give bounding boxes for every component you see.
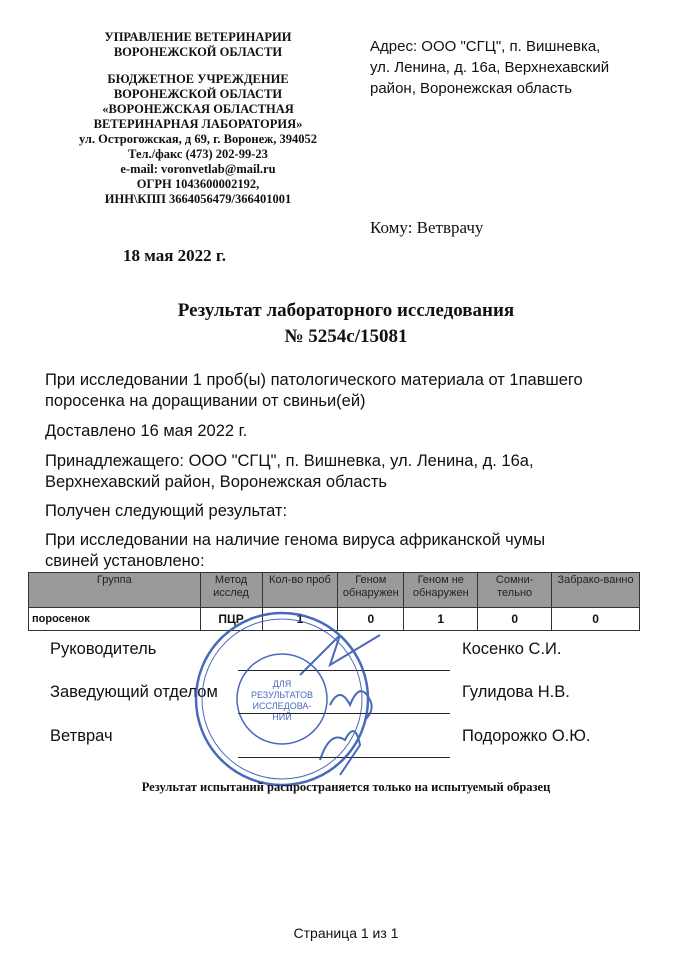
document-date: 18 мая 2022 г. [123, 246, 226, 265]
signature-scribble [320, 731, 360, 775]
document-number: № 5254с/15081 [284, 326, 408, 347]
text-line: При исследовании на наличие генома вируса африканской чумы [45, 531, 546, 549]
column-header: Кол-во проб [262, 573, 338, 608]
column-header: Группа [29, 573, 201, 608]
header-line: ВЕТЕРИНАРНАЯ ЛАБОРАТОРИЯ» [93, 117, 303, 131]
table-cell: ПЦР [200, 608, 262, 631]
address-line: район, Воронежская область [370, 80, 573, 97]
text-line: При исследовании 1 проб(ы) патологического материала от 1павшего [45, 371, 583, 389]
issuer-address: ул. Острогожская, д 69, г. Воронеж, 394052 [78, 132, 317, 146]
header-line: ВОРОНЕЖСКОЙ ОБЛАСТИ [113, 45, 283, 59]
signature-scribble [300, 635, 380, 675]
address-line: ул. Ленина, д. 16а, Верхнехавский [370, 59, 610, 76]
column-header: Метод исслед [200, 573, 262, 608]
text-line: Верхнехавский район, Воронежская область [45, 473, 387, 491]
study-description [45, 530, 545, 572]
table-cell: поросенок [29, 608, 201, 631]
sample-description [45, 370, 583, 412]
signature-role: Заведующий отделом [50, 683, 218, 701]
issuer-header [48, 30, 348, 207]
text-line: Принадлежащего: ООО "СГЦ", п. Вишневка, ул. Ленина, д. 16а, [45, 452, 534, 470]
header-line: «ВОРОНЕЖСКАЯ ОБЛАСТНАЯ [102, 102, 294, 116]
official-stamp [180, 595, 400, 795]
table-cell: 1 [262, 608, 338, 631]
disclaimer-note: Результат испытаний распространяется только на испытуемый образец [141, 780, 551, 794]
address-line: Адрес: ООО "СГЦ", п. Вишневка, [370, 38, 601, 55]
signature-name: Подорожко О.Ю. [462, 727, 591, 745]
issuer-ogrn: ОГРН 1043600002192, [136, 177, 260, 191]
signature-role: Ветврач [50, 727, 113, 745]
issuer-phone: Тел./факс (473) 202-99-23 [128, 147, 268, 161]
table-cell: 1 [404, 608, 478, 631]
recipient-address [370, 36, 609, 99]
result-intro: Получен следующий результат: [45, 502, 288, 520]
signature-name: Косенко С.И. [462, 640, 562, 658]
text-line: поросенка на доращивании от свиньи(ей) [45, 392, 366, 410]
issuer-email: e-mail: voronvetlab@mail.ru [120, 162, 276, 176]
delivered-date: Доставлено 16 мая 2022 г. [45, 422, 248, 440]
owner [45, 451, 534, 493]
table-cell: 0 [338, 608, 404, 631]
svg-text:ИССЛЕДОВА-: ИССЛЕДОВА- [252, 701, 312, 711]
header-line: БЮДЖЕТНОЕ УЧРЕЖДЕНИЕ [107, 72, 289, 86]
recipient: Кому: Ветврачу [370, 218, 484, 237]
svg-text:НИЙ: НИЙ [272, 712, 292, 722]
text-line: свиней установлено: [45, 552, 205, 570]
column-header: Забрако-ванно [552, 573, 640, 608]
column-header: Сомни-тельно [478, 573, 552, 608]
table-cell: 0 [478, 608, 552, 631]
table-cell: 0 [552, 608, 640, 631]
issuer-inn: ИНН\КПП 3664056479/366401001 [104, 192, 292, 206]
svg-text:ДЛЯ: ДЛЯ [272, 679, 292, 689]
title-line: Результат лабораторного исследования [177, 300, 515, 321]
document-title [0, 298, 692, 350]
svg-text:РЕЗУЛЬТАТОВ: РЕЗУЛЬТАТОВ [250, 690, 314, 700]
signature-role: Руководитель [50, 640, 157, 658]
header-line: УПРАВЛЕНИЕ ВЕТЕРИНАРИИ [104, 30, 292, 44]
column-header: Геном обнаружен [338, 573, 404, 608]
column-header: Геном не обнаружен [404, 573, 478, 608]
header-line: ВОРОНЕЖСКОЙ ОБЛАСТИ [113, 87, 283, 101]
page-number: Страница 1 из 1 [293, 925, 399, 941]
signature-name: Гулидова Н.В. [462, 683, 570, 701]
